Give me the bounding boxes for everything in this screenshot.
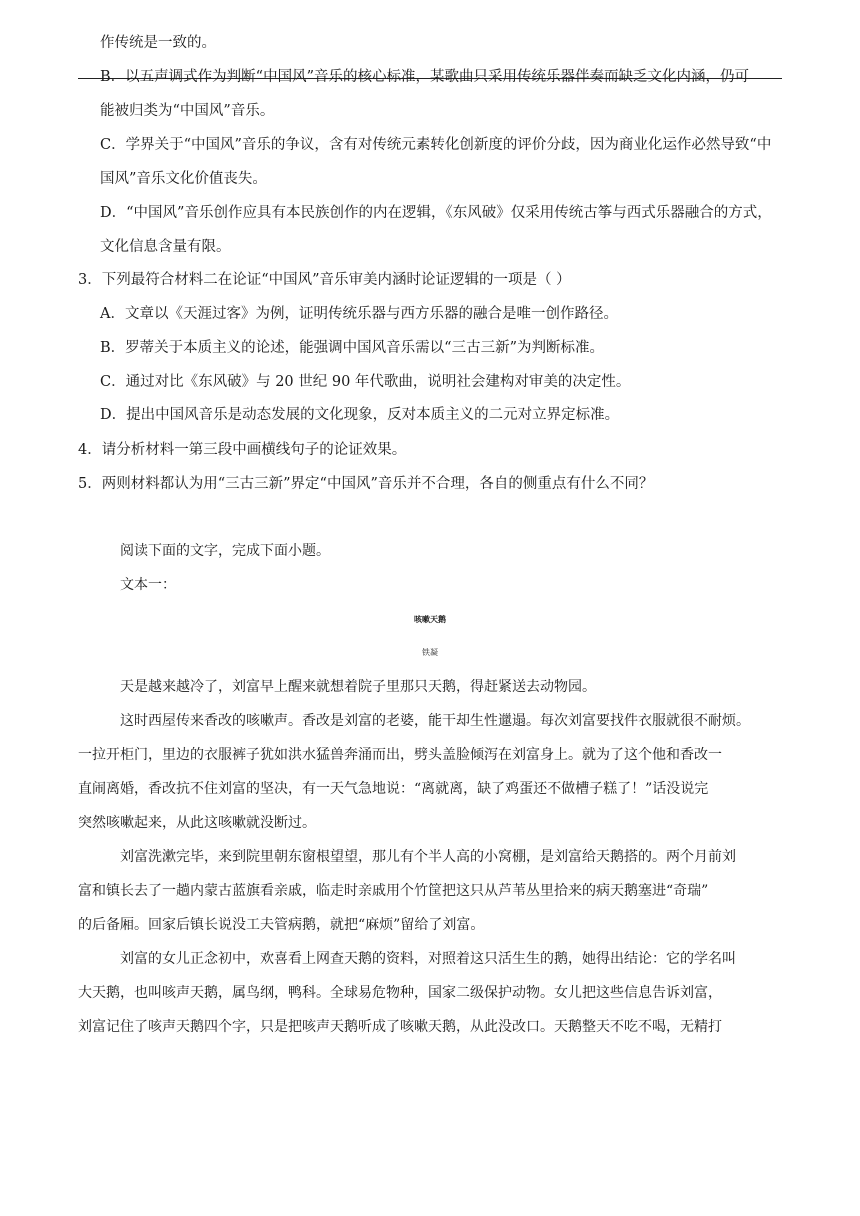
passage-author: 铁凝 <box>422 648 438 657</box>
paragraph-2-line3: 直闹离婚，香改抗不住刘富的坚决，有一天气急地说：“离就离，缺了鸡蛋还不做槽子糕了！”话没说完 <box>78 781 709 797</box>
q2-option-d-line1: D．“中国风”音乐创作应具有本民族创作的内在逻辑，《东风破》仅采用传统古筝与西式乐器融合的方式， <box>100 205 772 221</box>
paragraph-1: 天是越来越冷了，刘富早上醒来就想着院子里那只天鹅，得赶紧送去动物园。 <box>120 679 596 695</box>
q2-option-b-line1: B．以五声调式作为判断“中国风”音乐的核心标准，某歌曲只采用传统乐器伴奏而缺乏文化内涵，仍可 <box>100 69 749 85</box>
q3-stem: 3．下列最符合材料二在论证“中国风”音乐审美内涵时论证逻辑的一项是（ ） <box>78 272 571 288</box>
q4-stem: 4．请分析材料一第三段中画横线句子的论证效果。 <box>78 442 407 458</box>
q2-option-continuation: 作传统是一致的。 <box>100 35 216 51</box>
q3-option-b: B．罗蒂关于本质主义的论述，能强调中国风音乐需以“三古三新”为判断标准。 <box>100 340 604 356</box>
q5-stem: 5．两则材料都认为用“三古三新”界定“中国风”音乐并不合理，各自的侧重点有什么不同？ <box>78 476 654 492</box>
paragraph-4-line2: 大天鹅，也叫咳声天鹅，属鸟纲，鸭科。全球易危物种，国家二级保护动物。女儿把这些信息告诉刘富， <box>78 985 722 1001</box>
paragraph-2-line4: 突然咳嗽起来，从此这咳嗽就没断过。 <box>78 815 316 831</box>
q2-option-c-line1: C．学界关于“中国风”音乐的争议，含有对传统元素转化创新度的评价分歧，因为商业化运作必然导致“中 <box>100 137 772 153</box>
paragraph-4-line3: 刘富记住了咳声天鹅四个字，只是把咳声天鹅听成了咳嗽天鹅，从此没改口。天鹅整天不吃不喝，无精打 <box>78 1019 722 1035</box>
q3-option-c: C．通过对比《东风破》与 20 世纪 90 年代歌曲，说明社会建构对审美的决定性。 <box>100 374 631 390</box>
q3-option-d: D．提出中国风音乐是动态发展的文化现象，反对本质主义的二元对立界定标准。 <box>100 407 620 423</box>
paragraph-2-line2: 一拉开柜门，里边的衣服裤子犹如洪水猛兽奔涌而出，劈头盖脸倾泻在刘富身上。就为了这个他和香改一 <box>78 747 722 763</box>
text-label: 文本一： <box>120 577 176 593</box>
q2-option-d-line2: 文化信息含量有限。 <box>100 239 231 255</box>
paragraph-3-line3: 的后备厢。回家后镇长说没工夫管病鹅，就把“麻烦”留给了刘富。 <box>78 917 485 933</box>
q2-option-c-line2: 国风”音乐文化价值丧失。 <box>100 171 267 187</box>
passage-title: 咳嗽天鹅 <box>414 614 446 624</box>
reading-instruction: 阅读下面的文字，完成下面小题。 <box>120 543 330 559</box>
paragraph-4-line1: 刘富的女儿正念初中，欢喜看上网查天鹅的资料，对照着这只活生生的鹅，她得出结论：它的学名叫 <box>120 951 736 967</box>
paragraph-3-line2: 富和镇长去了一趟内蒙古蓝旗看亲戚，临走时亲戚用个竹筐把这只从芦苇丛里拾来的病天鹅塞进“奇瑞” <box>78 883 709 899</box>
q3-option-a: A．文章以《天涯过客》为例，证明传统乐器与西方乐器的融合是唯一创作路径。 <box>100 306 618 322</box>
q2-option-b-line2: 能被归类为“中国风”音乐。 <box>100 103 275 119</box>
paragraph-3-line1: 刘富洗漱完毕，来到院里朝东窗根望望，那儿有个半人高的小窝棚，是刘富给天鹅搭的。两个月前刘 <box>120 849 736 865</box>
paragraph-2-line1: 这时西屋传来香改的咳嗽声。香改是刘富的老婆，能干却生性邋遢。每次刘富要找件衣服就很不耐烦。 <box>120 713 750 729</box>
